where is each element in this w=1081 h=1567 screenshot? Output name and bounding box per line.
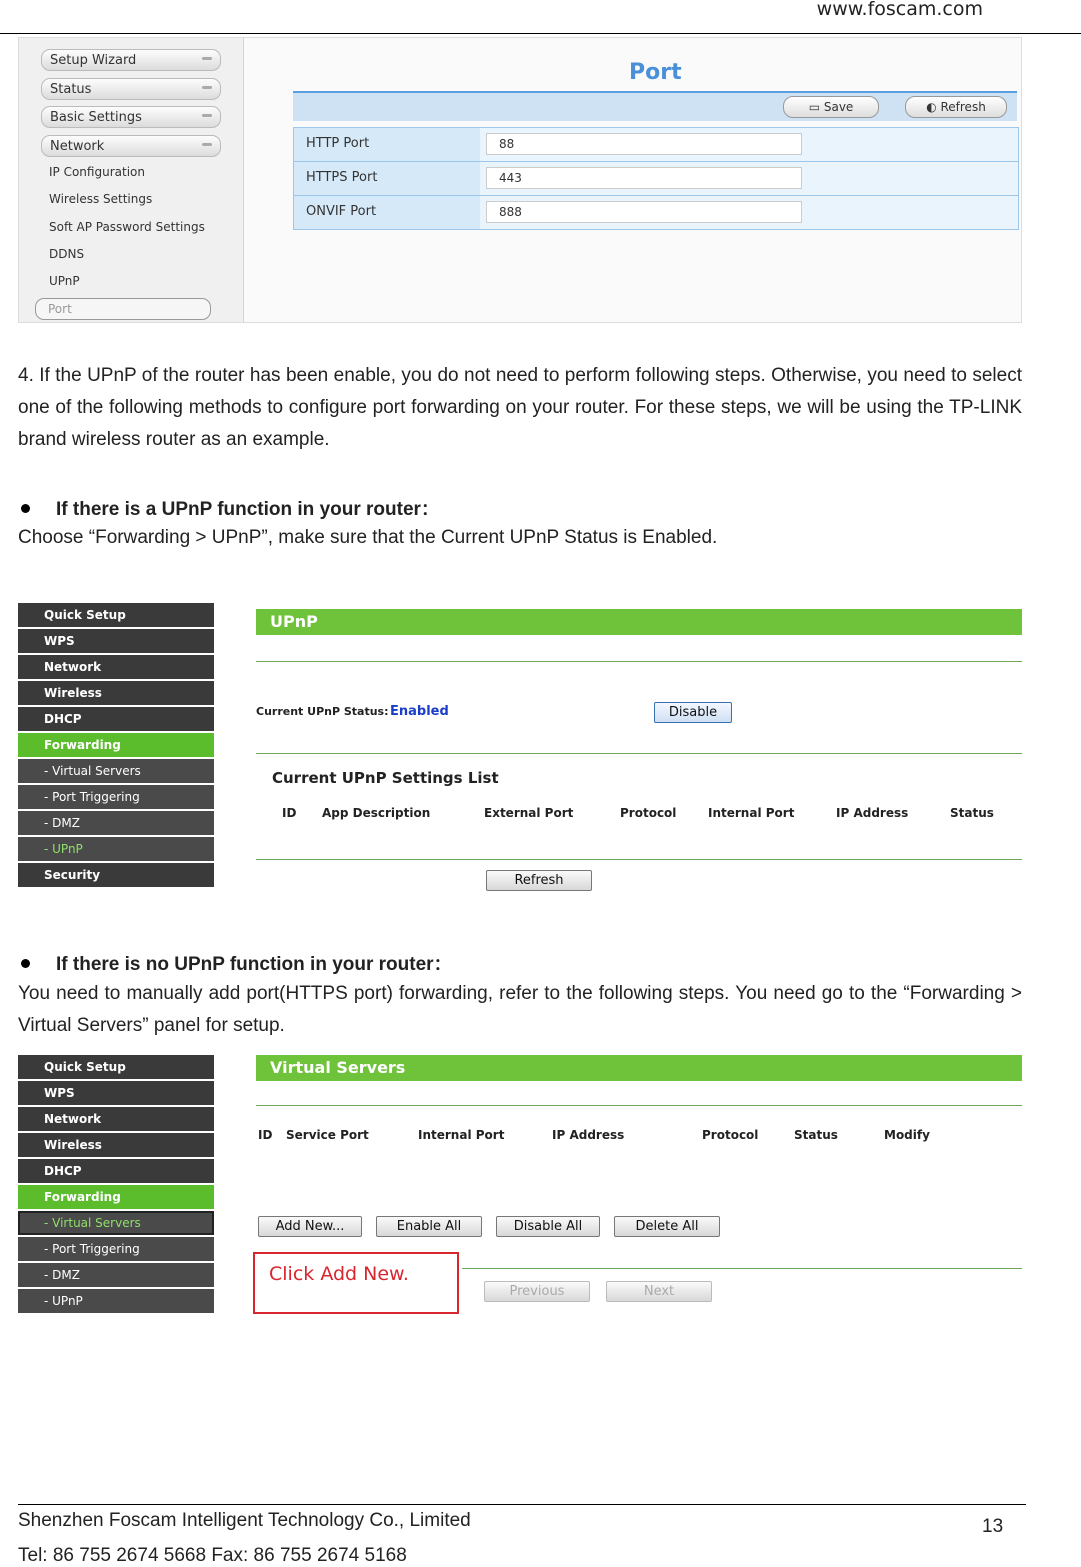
sidebar-item-quick-setup[interactable]: Quick Setup: [18, 1055, 214, 1079]
add-new-button[interactable]: Add New...: [258, 1216, 362, 1237]
footer-contact: Tel: 86 755 2674 5668 Fax: 86 755 2674 5168: [18, 1545, 407, 1566]
sidebar-item-port-triggering[interactable]: - Port Triggering: [18, 1237, 214, 1261]
col-protocol: Protocol: [702, 1128, 759, 1142]
sidebar-item-security[interactable]: Security: [18, 863, 214, 887]
sidebar-item-port-triggering[interactable]: - Port Triggering: [18, 785, 214, 809]
col-id: ID: [258, 1128, 273, 1142]
submenu-wireless-settings[interactable]: Wireless Settings: [49, 192, 153, 206]
menu-status[interactable]: Status: [41, 78, 221, 100]
col-internal-port: Internal Port: [708, 806, 795, 820]
sidebar-item-quick-setup[interactable]: Quick Setup: [18, 603, 214, 627]
footer-company: Shenzhen Foscam Intelligent Technology Co., Limited: [18, 1510, 471, 1531]
divider: [256, 1105, 1022, 1106]
previous-button[interactable]: Previous: [484, 1281, 590, 1302]
col-status: Status: [794, 1128, 838, 1142]
menu-basic-settings[interactable]: Basic Settings: [41, 106, 221, 128]
http-port-input[interactable]: 88: [486, 133, 802, 155]
step-4-paragraph: 4. If the UPnP of the router has been enable, you do not need to perform following steps. Otherwise, you need to select one of the following methods to configure port forwarding on your router. For these steps, we will be using the TP-LINK brand wireless router as an example.: [18, 365, 1022, 450]
upnp-status-label: Current UPnP Status:: [256, 705, 389, 718]
table-row: [294, 196, 1018, 229]
page-title: Virtual Servers: [256, 1055, 1022, 1081]
delete-all-button[interactable]: Delete All: [614, 1216, 720, 1237]
save-icon: ▭: [808, 100, 824, 114]
divider: [256, 859, 1022, 860]
menu-setup-wizard[interactable]: Setup Wizard: [41, 49, 221, 71]
page-title: Port: [629, 60, 682, 85]
table-row: [294, 162, 1018, 196]
col-id: ID: [282, 806, 297, 820]
chevron-icon: [202, 143, 212, 146]
col-modify: Modify: [884, 1128, 930, 1142]
toolbar: [293, 91, 1017, 121]
col-internal-port: Internal Port: [418, 1128, 505, 1142]
bullet-no-upnp-heading: If there is no UPnP function in your router：: [18, 949, 453, 976]
virtual-servers-screenshot: [18, 1055, 1022, 1321]
disable-all-button[interactable]: Disable All: [496, 1216, 600, 1237]
settings-sidebar: [19, 38, 244, 323]
col-status: Status: [950, 806, 994, 820]
col-protocol: Protocol: [620, 806, 677, 820]
enable-all-button[interactable]: Enable All: [376, 1216, 482, 1237]
col-app-description: App Description: [322, 806, 431, 820]
footer-rule: [18, 1504, 1026, 1505]
router-sidebar: [18, 603, 214, 889]
divider: [256, 753, 1022, 754]
bullet-no-upnp-text: You need to manually add port(HTTPS port) forwarding, refer to the following steps. You need go to the “Forwarding > Virtual Servers” panel for setup.: [18, 983, 1022, 1036]
sidebar-item-dhcp[interactable]: DHCP: [18, 707, 214, 731]
divider: [256, 661, 1022, 662]
onvif-port-input[interactable]: 888: [486, 201, 802, 223]
chevron-icon: [202, 86, 212, 89]
port-settings-screenshot: [18, 37, 1022, 323]
click-add-new-callout: Click Add New.: [253, 1252, 459, 1314]
sidebar-item-dmz[interactable]: - DMZ: [18, 811, 214, 835]
upnp-screenshot: [18, 603, 1022, 895]
col-ip-address: IP Address: [836, 806, 909, 820]
refresh-button[interactable]: Refresh: [486, 870, 592, 891]
refresh-icon: ◐: [926, 100, 941, 114]
col-service-port: Service Port: [286, 1128, 369, 1142]
upnp-status-value: Enabled: [390, 704, 449, 719]
bullet-upnp-heading: If there is a UPnP function in your router：: [18, 494, 440, 521]
sidebar-item-wireless[interactable]: Wireless: [18, 1133, 214, 1157]
header-rule: [0, 33, 1081, 34]
menu-network[interactable]: Network: [41, 135, 221, 157]
page-title: UPnP: [256, 609, 1022, 635]
settings-list-title: Current UPnP Settings List: [272, 769, 499, 787]
chevron-icon: [202, 57, 212, 60]
next-button[interactable]: Next: [606, 1281, 712, 1302]
bullet-icon: [21, 504, 30, 513]
submenu-ip-configuration[interactable]: IP Configuration: [49, 165, 145, 179]
divider: [462, 1268, 1022, 1269]
submenu-ddns[interactable]: DDNS: [49, 247, 85, 261]
sidebar-item-wps[interactable]: WPS: [18, 1081, 214, 1105]
https-port-label: HTTPS Port: [294, 162, 480, 195]
chevron-icon: [202, 114, 212, 117]
sidebar-item-upnp[interactable]: - UPnP: [18, 1289, 214, 1313]
save-button[interactable]: ▭ Save: [783, 96, 879, 118]
https-port-input[interactable]: 443: [486, 167, 802, 189]
bullet-upnp-text: Choose “Forwarding > UPnP”, make sure that the Current UPnP Status is Enabled.: [18, 527, 718, 548]
sidebar-item-forwarding[interactable]: Forwarding: [18, 1185, 214, 1209]
col-external-port: External Port: [484, 806, 574, 820]
bullet-icon: [21, 959, 30, 968]
router-sidebar: [18, 1055, 214, 1315]
sidebar-item-virtual-servers[interactable]: - Virtual Servers: [18, 759, 214, 783]
sidebar-item-network[interactable]: Network: [18, 655, 214, 679]
sidebar-item-wireless[interactable]: Wireless: [18, 681, 214, 705]
submenu-soft-ap-password[interactable]: Soft AP Password Settings: [49, 220, 205, 234]
sidebar-item-dmz[interactable]: - DMZ: [18, 1263, 214, 1287]
sidebar-item-upnp[interactable]: - UPnP: [18, 837, 214, 861]
disable-button[interactable]: Disable: [654, 702, 732, 723]
sidebar-item-forwarding[interactable]: Forwarding: [18, 733, 214, 757]
col-ip-address: IP Address: [552, 1128, 625, 1142]
refresh-button[interactable]: ◐ Refresh: [905, 96, 1007, 118]
sidebar-item-network[interactable]: Network: [18, 1107, 214, 1131]
http-port-label: HTTP Port: [294, 128, 480, 161]
submenu-port[interactable]: Port: [35, 298, 211, 320]
header-url: www.foscam.com: [816, 0, 983, 20]
port-table: [293, 127, 1019, 230]
submenu-upnp[interactable]: UPnP: [49, 274, 80, 288]
sidebar-item-dhcp[interactable]: DHCP: [18, 1159, 214, 1183]
table-row: [294, 128, 1018, 162]
onvif-port-label: ONVIF Port: [294, 196, 480, 229]
page-number: 13: [982, 1516, 1004, 1537]
sidebar-item-virtual-servers[interactable]: - Virtual Servers: [18, 1211, 214, 1235]
sidebar-item-wps[interactable]: WPS: [18, 629, 214, 653]
